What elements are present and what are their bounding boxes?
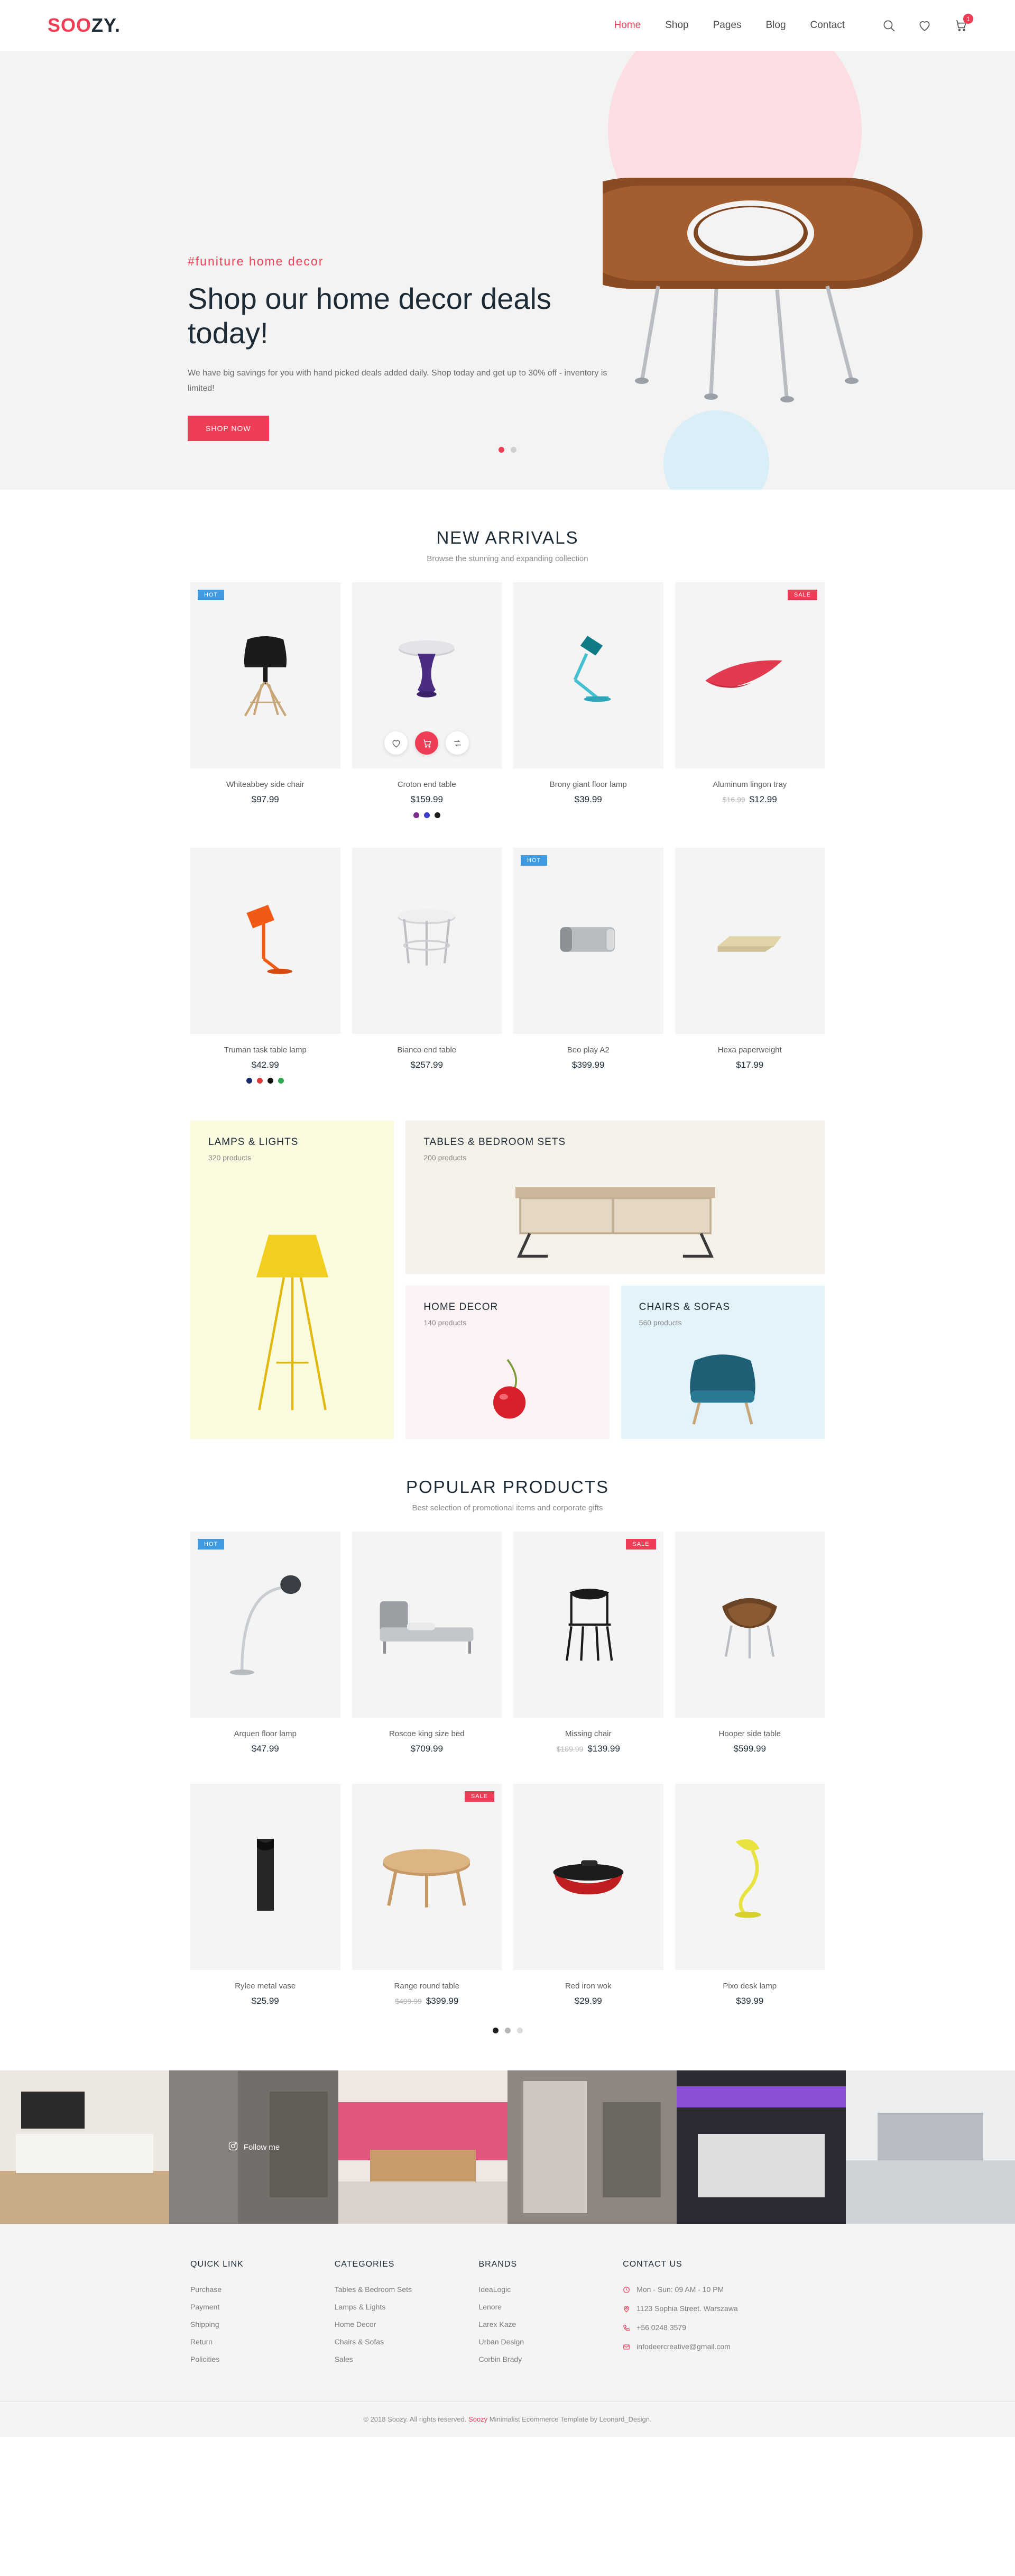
product-name: Aluminum lingon tray — [713, 780, 787, 789]
product-price: $29.99 — [574, 1996, 602, 2006]
color-swatches — [352, 812, 502, 818]
product-price — [675, 794, 825, 805]
product-price: $39.99 — [736, 1996, 764, 2006]
hero-slider-pagination — [0, 447, 1015, 453]
footer-columns — [190, 2260, 825, 2372]
contact-address-text: 1123 Sophia Street. Warszawa — [636, 2304, 738, 2313]
product-price: $159.99 — [410, 794, 443, 804]
product-image[interactable] — [675, 848, 825, 1034]
hero-slide-dot-1[interactable] — [499, 447, 504, 453]
hero-product-image — [603, 157, 930, 453]
pager-dot-2[interactable] — [505, 2028, 511, 2033]
instagram-photo[interactable] — [0, 2070, 169, 2224]
chair-illustration — [220, 625, 310, 726]
swatch-green[interactable] — [278, 1078, 284, 1084]
category-count: 560 products — [639, 1318, 682, 1327]
footer-column-quick-link — [190, 2260, 335, 2372]
category-count: 200 products — [423, 1153, 467, 1162]
product-hover-actions — [352, 731, 502, 755]
copyright-pre: © 2018 Soozy. All rights reserved. — [363, 2415, 469, 2423]
instagram-photo[interactable] — [846, 2070, 1015, 2224]
swatch-blue[interactable] — [424, 812, 430, 818]
product-card[interactable] — [190, 582, 340, 818]
tray-illustration — [697, 638, 802, 712]
contact-email-text: infodeercreative@gmail.com — [636, 2342, 731, 2351]
popular-products-pagination — [0, 2028, 1015, 2033]
product-image[interactable] — [675, 1532, 825, 1718]
badge-hot: HOT — [521, 855, 547, 866]
product-price: $47.99 — [251, 1744, 279, 1754]
product-name: Missing chair — [565, 1729, 612, 1738]
product-new-price: $12.99 — [749, 794, 777, 804]
contact-address — [623, 2304, 825, 2314]
product-new-price: $139.99 — [587, 1744, 620, 1754]
product-card[interactable] — [352, 1532, 502, 1754]
product-name: Whiteabbey side chair — [226, 780, 304, 789]
nav-item-contact[interactable]: Contact — [810, 20, 845, 31]
hero-subtitle: We have big savings for you with hand picked deals added daily. Shop today and get up to 30% off - inventory is limited! — [188, 369, 607, 393]
footer-link[interactable]: Shipping — [190, 2320, 219, 2329]
footer-link[interactable]: Purchase — [190, 2285, 222, 2294]
category-grid — [190, 1121, 825, 1439]
footer-link[interactable]: Sales — [334, 2355, 353, 2363]
product-price — [352, 1996, 502, 2006]
logo-part-soo: SOO — [48, 14, 92, 36]
footer-link-list — [335, 2285, 479, 2363]
product-price — [513, 1744, 663, 1754]
mail-icon — [623, 2342, 630, 2352]
category-count: 140 products — [423, 1318, 467, 1327]
badge-sale: SALE — [788, 590, 817, 600]
nav-item-home[interactable]: Home — [614, 20, 641, 31]
product-card[interactable] — [513, 1784, 663, 2006]
logo-part-zy: ZY. — [91, 14, 121, 36]
product-card[interactable] — [352, 582, 502, 818]
new-arrivals-subtitle: Browse the stunning and expanding collection — [427, 554, 588, 563]
contact-hours — [623, 2285, 825, 2295]
product-name: Hexa paperweight — [717, 1046, 782, 1055]
wok-illustration — [533, 1840, 644, 1914]
product-card[interactable] — [513, 1532, 663, 1754]
product-image[interactable] — [352, 1532, 502, 1718]
category-count: 320 products — [208, 1153, 251, 1162]
footer-link[interactable]: Tables & Bedroom Sets — [334, 2285, 412, 2294]
desk-lamp-illustration — [710, 1824, 789, 1930]
copyright-post: Minimalist Ecommerce Template by Leonard_Design. — [487, 2415, 652, 2423]
phone-icon — [623, 2323, 630, 2333]
footer-column-categories — [335, 2260, 479, 2372]
main-navigation — [614, 20, 845, 31]
cart-count-badge: 1 — [963, 14, 973, 24]
product-old-price: $189.99 — [556, 1745, 584, 1753]
badge-sale: SALE — [465, 1791, 494, 1802]
product-card[interactable] — [675, 582, 825, 818]
footer-link[interactable]: Larex Kaze — [478, 2320, 516, 2329]
floor-lamp-illustration — [543, 625, 633, 726]
swatch-black[interactable] — [435, 812, 440, 818]
footer-link[interactable]: Urban Design — [478, 2337, 524, 2346]
footer-column-contact — [623, 2260, 825, 2372]
product-name: Range round table — [394, 1982, 459, 1991]
paperweight-illustration — [699, 917, 800, 965]
product-card[interactable] — [675, 848, 825, 1084]
vase-illustration — [223, 1824, 308, 1930]
end-table-illustration — [382, 625, 472, 726]
instagram-photo[interactable] — [169, 2070, 338, 2224]
product-card[interactable] — [513, 848, 663, 1084]
footer-contact-list — [623, 2285, 825, 2352]
site-header — [0, 0, 1015, 51]
product-image[interactable] — [352, 1784, 502, 1970]
hooper-table-illustration — [699, 1574, 800, 1675]
footer-link[interactable]: Policities — [190, 2355, 220, 2363]
product-name: Truman task table lamp — [224, 1046, 307, 1055]
product-name: Arquen floor lamp — [234, 1729, 297, 1738]
arc-lamp-illustration — [218, 1564, 313, 1685]
product-name: Hooper side table — [718, 1729, 781, 1738]
new-arrivals-grid — [190, 582, 825, 1084]
category-title: LAMPS & LIGHTS — [208, 1136, 299, 1148]
product-image[interactable] — [190, 848, 340, 1034]
product-price: $709.99 — [410, 1744, 443, 1754]
product-card[interactable] — [352, 1784, 502, 2006]
site-footer — [0, 2224, 1015, 2437]
product-image[interactable] — [190, 582, 340, 768]
popular-products-title: POPULAR PRODUCTS — [405, 1477, 610, 1497]
popular-products-grid — [190, 1532, 825, 2006]
header-icon-group — [882, 15, 970, 32]
product-card[interactable] — [675, 1784, 825, 2006]
product-name: Bianco end table — [397, 1046, 457, 1055]
site-logo[interactable] — [48, 14, 121, 36]
footer-link[interactable]: Lenore — [478, 2303, 502, 2311]
hero-title: Shop our home decor deals today! — [188, 282, 551, 350]
category-card-lamps[interactable] — [190, 1121, 394, 1439]
contact-hours-text: Mon - Sun: 09 AM - 10 PM — [636, 2285, 724, 2294]
cherry-illustration — [460, 1341, 555, 1436]
badge-hot: HOT — [198, 1539, 224, 1550]
product-price: $42.99 — [251, 1060, 279, 1070]
instagram-photo[interactable] — [677, 2070, 846, 2224]
product-new-price: $399.99 — [426, 1996, 459, 2006]
nav-item-blog[interactable]: Blog — [765, 20, 786, 31]
product-card[interactable] — [675, 1532, 825, 1754]
footer-link[interactable]: Home Decor — [334, 2320, 376, 2329]
product-price: $257.99 — [410, 1060, 443, 1070]
nav-item-shop[interactable]: Shop — [665, 20, 689, 31]
instagram-photo[interactable] — [338, 2070, 508, 2224]
bianco-table-illustration — [382, 891, 472, 991]
product-image[interactable] — [513, 1784, 663, 1970]
footer-column-title: BRANDS — [478, 2260, 518, 2269]
armchair-illustration — [662, 1331, 783, 1437]
product-name: Roscoe king size bed — [389, 1729, 465, 1738]
footer-link-list — [190, 2285, 335, 2363]
map-pin-icon — [623, 2304, 630, 2314]
category-title: TABLES & BEDROOM SETS — [423, 1136, 566, 1148]
footer-column-title: CATEGORIES — [334, 2260, 395, 2269]
product-image[interactable] — [513, 1532, 663, 1718]
category-card-chairs[interactable] — [621, 1286, 825, 1439]
contact-phone[interactable] — [623, 2323, 825, 2333]
popular-products-subtitle: Best selection of promotional items and corporate gifts — [412, 1504, 603, 1512]
lamp-illustration — [229, 1206, 356, 1434]
product-image[interactable] — [675, 1784, 825, 1970]
footer-column-title: CONTACT US — [623, 2260, 682, 2269]
product-name: Croton end table — [397, 780, 456, 789]
badge-sale: SALE — [626, 1539, 656, 1550]
hero-text-block — [188, 254, 621, 441]
swatch-purple[interactable] — [413, 812, 419, 818]
popular-products-header — [0, 1439, 1015, 1532]
wishlist-icon[interactable] — [384, 731, 408, 755]
swatch-red[interactable] — [257, 1078, 263, 1084]
instagram-follow-label: Follow me — [243, 2142, 280, 2152]
footer-link[interactable]: Corbin Brady — [478, 2355, 522, 2363]
swatch-navy[interactable] — [246, 1078, 252, 1084]
round-table-illustration — [371, 1835, 482, 1919]
nav-item-pages[interactable]: Pages — [713, 20, 742, 31]
product-card[interactable] — [190, 1784, 340, 2006]
product-image[interactable] — [675, 582, 825, 768]
add-to-cart-icon[interactable] — [415, 731, 438, 755]
footer-column-brands — [478, 2260, 623, 2372]
new-arrivals-title: NEW ARRIVALS — [436, 528, 579, 547]
product-card[interactable] — [352, 848, 502, 1084]
bed-illustration — [366, 1582, 487, 1667]
product-image[interactable] — [190, 1784, 340, 1970]
product-image[interactable] — [513, 582, 663, 768]
instagram-icon — [228, 2141, 238, 2153]
speaker-illustration — [538, 912, 639, 970]
compare-icon[interactable] — [446, 731, 469, 755]
color-swatches — [190, 1078, 340, 1084]
contact-email[interactable] — [623, 2342, 825, 2352]
instagram-gallery — [0, 2070, 1015, 2224]
table-lamp-illustration — [220, 891, 310, 991]
product-image[interactable] — [352, 582, 502, 768]
product-image[interactable] — [190, 1532, 340, 1718]
category-title: CHAIRS & SOFAS — [639, 1301, 731, 1313]
product-image[interactable] — [513, 848, 663, 1034]
instagram-photo[interactable] — [508, 2070, 677, 2224]
hero-kicker: #funiture home decor — [188, 254, 324, 268]
heart-icon[interactable] — [918, 19, 931, 32]
instagram-follow-overlay[interactable] — [169, 2070, 338, 2224]
hero-slide-dot-2[interactable] — [511, 447, 516, 453]
product-name: Beo play A2 — [567, 1046, 610, 1055]
product-name: Pixo desk lamp — [723, 1982, 777, 1991]
copyright-bar — [0, 2401, 1015, 2437]
product-old-price: $499.99 — [395, 1997, 422, 2005]
pager-dot-3[interactable] — [517, 2028, 523, 2033]
product-price: $39.99 — [574, 794, 602, 804]
footer-link-list — [478, 2285, 623, 2363]
product-price: $599.99 — [733, 1744, 766, 1754]
product-price: $399.99 — [572, 1060, 605, 1070]
product-name: Red iron wok — [565, 1982, 612, 1991]
footer-link[interactable]: Lamps & Lights — [334, 2303, 386, 2311]
new-arrivals-header — [0, 490, 1015, 582]
missing-chair-illustration — [543, 1569, 633, 1680]
category-title: HOME DECOR — [423, 1301, 499, 1313]
product-old-price: $16.99 — [722, 795, 745, 804]
hero-banner — [0, 51, 1015, 490]
footer-link[interactable]: IdeaLogic — [478, 2285, 511, 2294]
footer-link[interactable]: Chairs & Sofas — [334, 2337, 384, 2346]
swatch-black[interactable] — [267, 1078, 273, 1084]
product-name: Brony giant floor lamp — [549, 780, 627, 789]
product-price: $25.99 — [251, 1996, 279, 2006]
cart-icon[interactable] — [954, 15, 970, 32]
product-name: Rylee metal vase — [235, 1982, 296, 1991]
product-price: $17.99 — [736, 1060, 764, 1070]
footer-column-title: QUICK LINK — [190, 2260, 244, 2269]
footer-link[interactable]: Payment — [190, 2303, 220, 2311]
product-price: $97.99 — [251, 794, 279, 804]
category-card-tables[interactable] — [405, 1121, 825, 1274]
product-image[interactable] — [352, 848, 502, 1034]
clock-icon — [623, 2285, 630, 2295]
search-icon[interactable] — [882, 19, 896, 32]
copyright-brand: Soozy — [468, 2415, 488, 2423]
product-card[interactable] — [513, 582, 663, 818]
category-card-decor[interactable] — [405, 1286, 609, 1439]
product-card[interactable] — [190, 848, 340, 1084]
shop-now-button[interactable]: SHOP NOW — [188, 416, 269, 441]
badge-hot: HOT — [198, 590, 224, 600]
bench-illustration — [491, 1172, 740, 1268]
contact-phone-text: +56 0248 3579 — [636, 2323, 686, 2332]
product-card[interactable] — [190, 1532, 340, 1754]
pager-dot-1[interactable] — [493, 2028, 499, 2033]
footer-link[interactable]: Return — [190, 2337, 213, 2346]
